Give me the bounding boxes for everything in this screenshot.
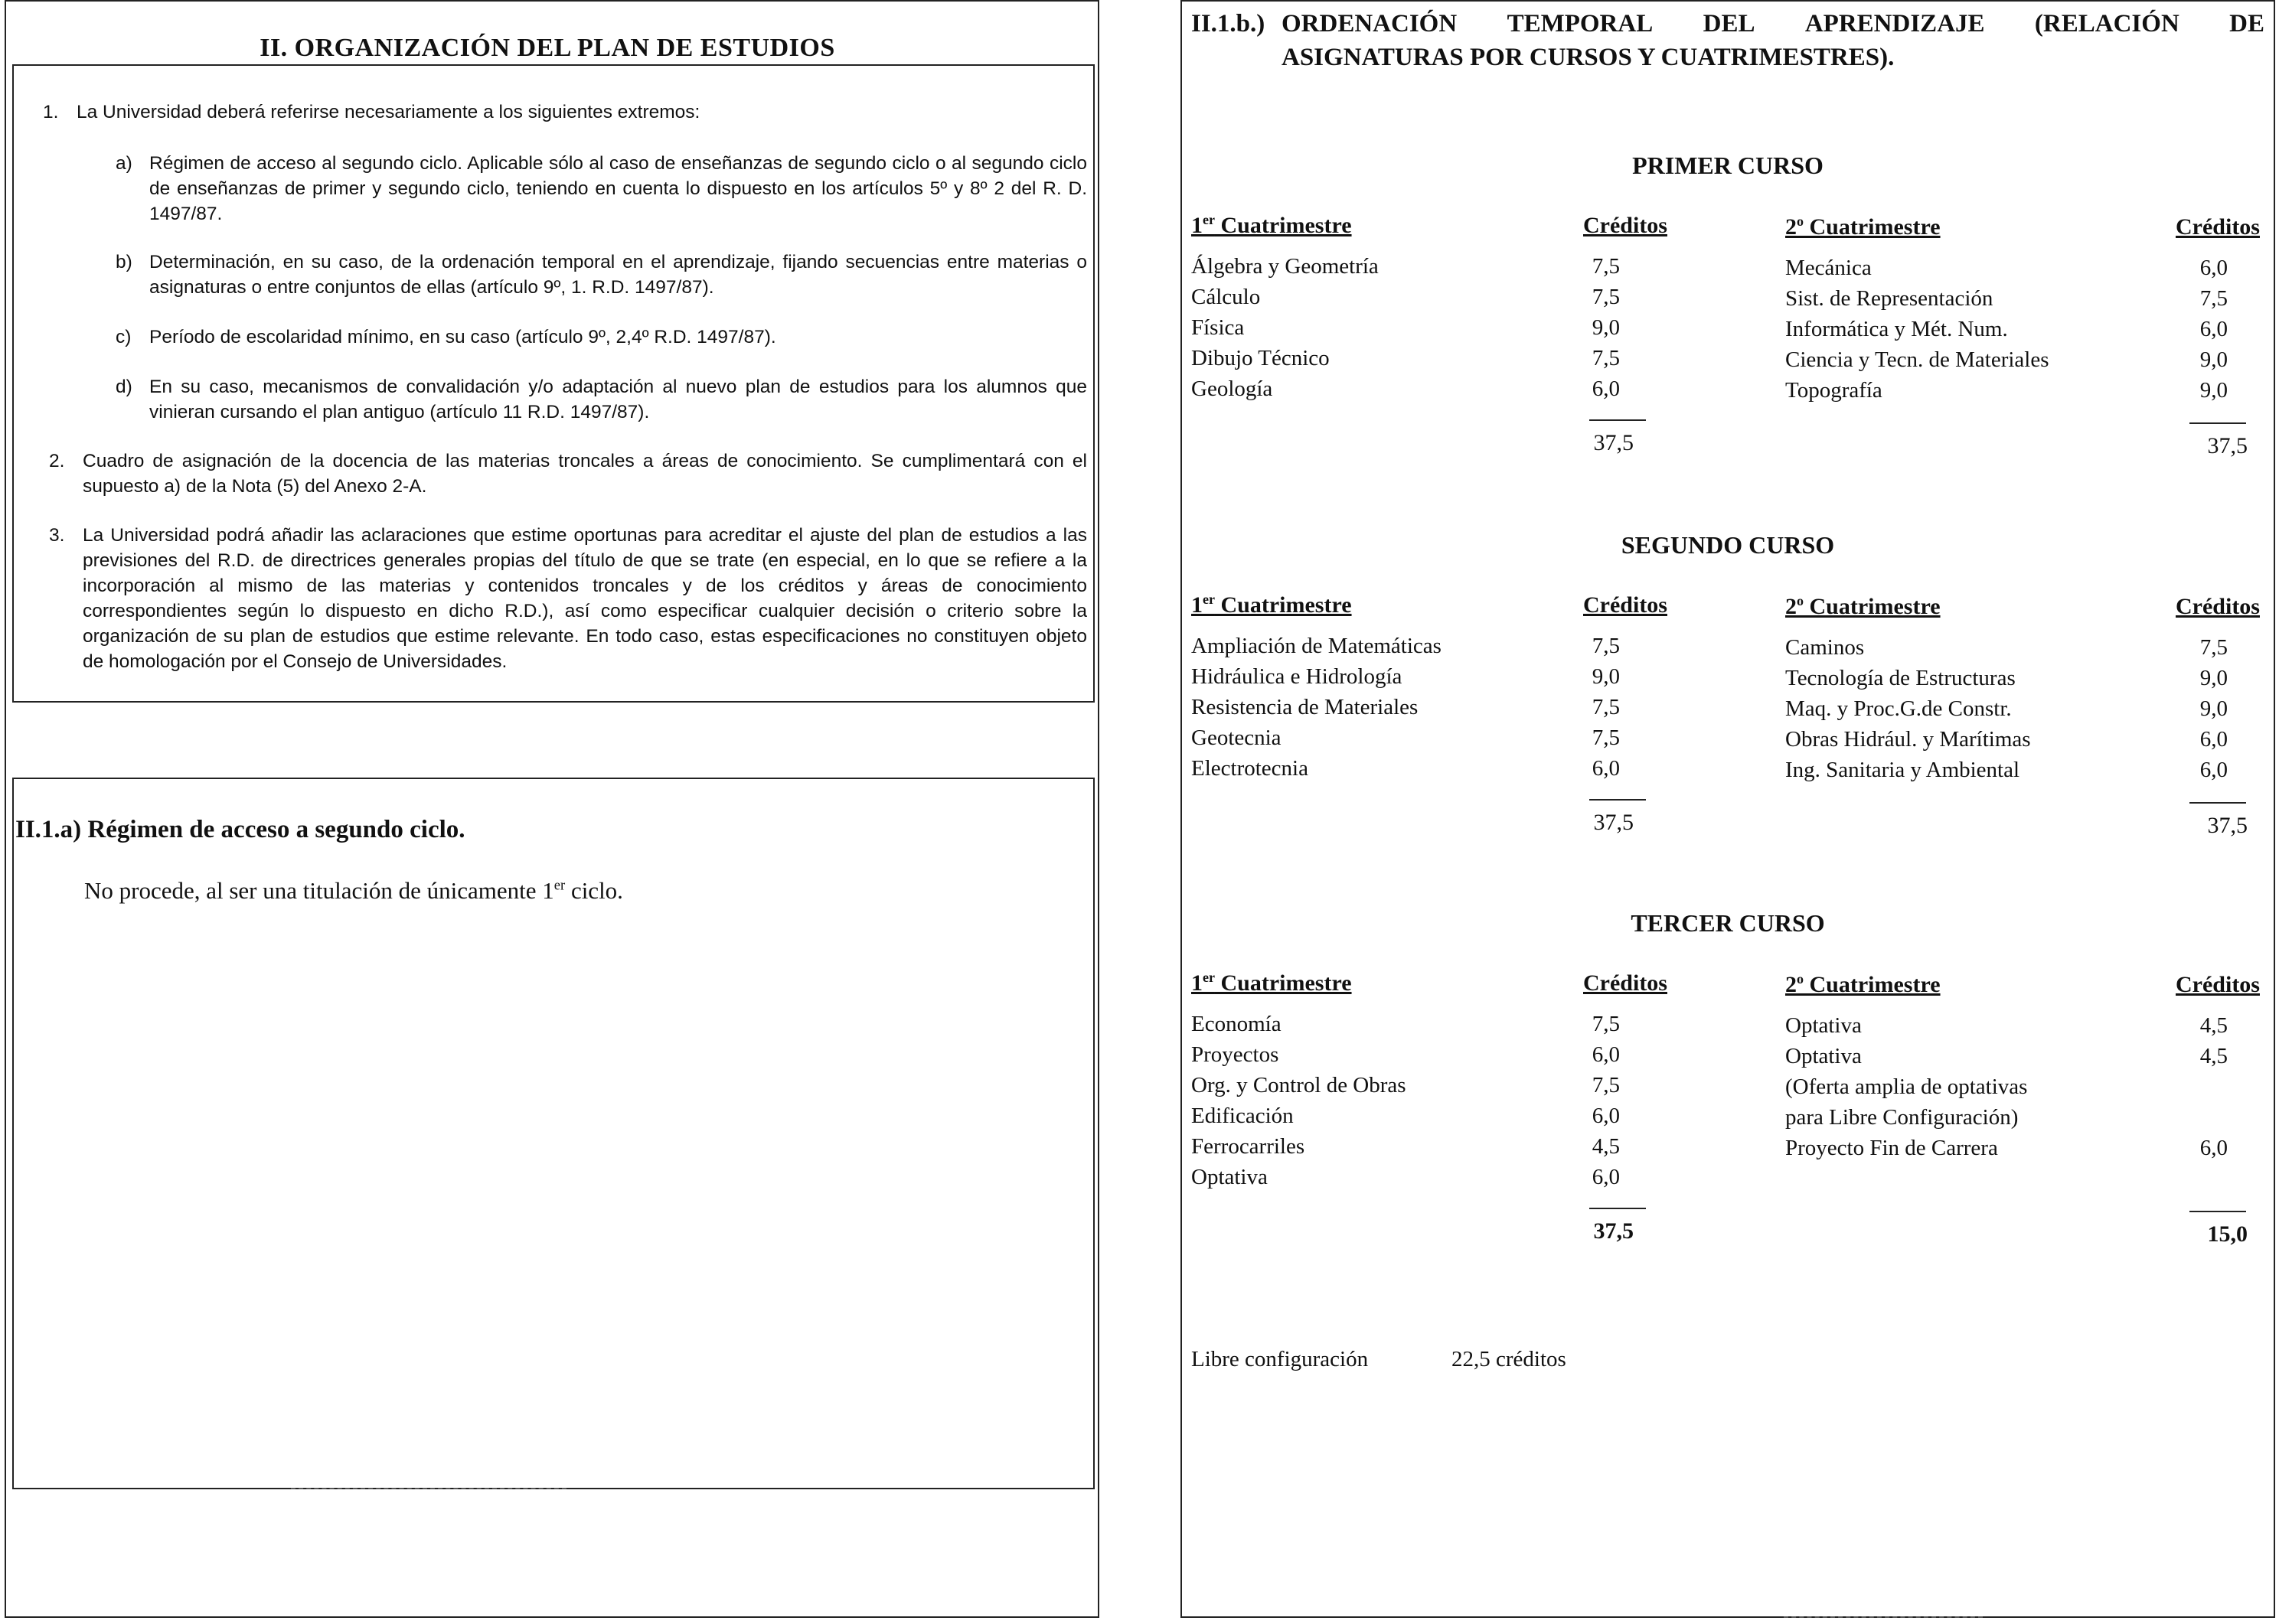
- term-label: Cuatrimestre: [1214, 592, 1352, 618]
- libre-label: Libre configuración: [1191, 1347, 1369, 1371]
- subject-credits: 4,5: [1592, 1134, 1620, 1159]
- term-number: 2: [1785, 214, 1797, 240]
- subject-name: Caminos: [1785, 635, 1865, 660]
- item-1c: [116, 324, 1087, 350]
- total-rule: [2189, 1211, 2246, 1212]
- subject-name: Ampliación de Matemáticas: [1191, 634, 1442, 658]
- second-term-total: 37,5: [2207, 433, 2248, 458]
- left-page-title: II. ORGANIZACIÓN DEL PLAN DE ESTUDIOS: [260, 34, 835, 62]
- subject-credits: 7,5: [1592, 634, 1620, 658]
- subject-name: Optativa: [1785, 1013, 1862, 1038]
- item-2: [49, 448, 1087, 499]
- item-1: [43, 99, 1087, 125]
- term-ordinal: o: [1797, 214, 1804, 229]
- term-number: 2: [1785, 594, 1797, 619]
- total-rule: [1589, 799, 1646, 801]
- libre-value: 22,5 créditos: [1451, 1347, 1566, 1371]
- subject-credits: 7,5: [1592, 285, 1620, 309]
- subject-name: Electrotecnia: [1191, 756, 1308, 781]
- item-1c-letter: c): [116, 327, 132, 347]
- regimen-text-sup: er: [553, 877, 566, 894]
- first-term-credits-header: Créditos: [1583, 213, 1667, 238]
- item-1a: [116, 151, 1087, 227]
- total-rule: [1589, 1208, 1646, 1209]
- item-1c-text: Período de escolaridad mínimo, en su caso (artículo 9º, 2,4º R.D. 1497/87).: [149, 327, 776, 347]
- item-1b-letter: b): [116, 252, 132, 272]
- regimen-text: [84, 877, 623, 905]
- subject-name: Ferrocarriles: [1191, 1134, 1305, 1159]
- term-number: 1: [1191, 213, 1203, 238]
- ordenacion-heading-line1: [1282, 9, 2264, 39]
- item-2-number: 2.: [49, 451, 65, 471]
- regimen-heading: II.1.a) Régimen de acceso a segundo ciclo.: [15, 816, 465, 843]
- subject-name: Geología: [1191, 377, 1273, 401]
- subject-credits: 9,0: [2199, 696, 2228, 721]
- subject-name: Informática y Mét. Num.: [1785, 317, 2008, 341]
- subject-name: Mecánica: [1785, 256, 1872, 280]
- item-1-number: 1.: [43, 102, 59, 122]
- course-title: PRIMER CURSO: [1632, 152, 1824, 179]
- term-number: 2: [1785, 972, 1797, 997]
- heading-word: ORDENACIÓN: [1282, 10, 1458, 38]
- total-rule: [2189, 422, 2246, 424]
- subject-name: Topografía: [1785, 378, 1882, 403]
- subject-credits: 9,0: [2199, 666, 2228, 690]
- second-term-credits-header: Créditos: [2176, 214, 2260, 240]
- subject-name: Proyecto Fin de Carrera: [1785, 1136, 1998, 1160]
- subject-credits: 9,0: [2199, 347, 2228, 372]
- regimen-text-main: No procede, al ser una titulación de únicamente 1: [84, 877, 554, 904]
- term-label: Cuatrimestre: [1214, 970, 1352, 996]
- subject-credits: 6,0: [2199, 1136, 2228, 1160]
- course-title: SEGUNDO CURSO: [1621, 531, 1835, 559]
- subject-credits: 7,5: [1592, 1073, 1620, 1097]
- ordenacion-heading-line2: ASIGNATURAS POR CURSOS Y CUATRIMESTRES).: [1282, 44, 1895, 71]
- item-1d: [116, 374, 1087, 425]
- course-title: TERCER CURSO: [1631, 909, 1825, 937]
- subject-credits: 9,0: [1592, 664, 1620, 689]
- subject-credits: 6,0: [2199, 758, 2228, 782]
- heading-word: DEL: [1703, 10, 1755, 38]
- subject-credits: 7,5: [2199, 635, 2228, 660]
- first-term-credits-header: Créditos: [1583, 970, 1667, 996]
- subject-name: Economía: [1191, 1012, 1282, 1036]
- subject-credits: 6,0: [1592, 377, 1620, 401]
- item-1b-text: Determinación, en su caso, de la ordenación temporal en el aprendizaje, fijando secuencias entre materias o asignaturas o entre conjuntos de ellas (artículo 9º, 1. R.D. 1497/87).: [149, 252, 1087, 298]
- item-1a-text: Régimen de acceso al segundo ciclo. Aplicable sólo al caso de enseñanzas de segundo ciclo o al segundo ciclo de enseñanzas de primer y segundo ciclo, teniendo en cuenta lo dispuesto en los artículos 5º y 8º 2 del R. D. 1497/87.: [149, 153, 1087, 224]
- subject-credits: 6,0: [2199, 256, 2228, 280]
- heading-word: DE: [2229, 10, 2264, 38]
- subject-credits: 7,5: [2199, 286, 2228, 311]
- term-label: Cuatrimestre: [1214, 213, 1352, 238]
- subject-name: Optativa: [1191, 1165, 1268, 1189]
- subject-name: Org. y Control de Obras: [1191, 1073, 1406, 1097]
- second-term-credits-header: Créditos: [2176, 972, 2260, 997]
- term-label: Cuatrimestre: [1804, 594, 1941, 619]
- subject-name: Optativa: [1785, 1044, 1862, 1068]
- second-term-total: 15,0: [2207, 1221, 2248, 1247]
- subject-credits: 9,0: [2199, 378, 2228, 403]
- first-term-header: [1191, 213, 1352, 239]
- term-ordinal: er: [1203, 970, 1215, 985]
- item-3: [49, 523, 1087, 674]
- item-1b: [116, 249, 1087, 300]
- second-term-header: [1785, 214, 1941, 240]
- subject-credits: 4,5: [2199, 1013, 2228, 1038]
- scan-artifact: [291, 1488, 566, 1489]
- subject-name: Ciencia y Tecn. de Materiales: [1785, 347, 2049, 372]
- subject-name: Maq. y Proc.G.de Constr.: [1785, 696, 2012, 721]
- scan-artifact: [1784, 1616, 1983, 1618]
- item-3-number: 3.: [49, 525, 65, 546]
- heading-word: APRENDIZAJE: [1804, 10, 1985, 38]
- regimen-text-end: ciclo.: [565, 877, 623, 904]
- subject-name: Proyectos: [1191, 1042, 1279, 1067]
- total-rule: [2189, 802, 2246, 804]
- first-term-total: 37,5: [1593, 1218, 1634, 1244]
- first-term-total: 37,5: [1593, 810, 1634, 835]
- subject-name: para Libre Configuración): [1785, 1105, 2019, 1130]
- item-1-text: La Universidad deberá referirse necesariamente a los siguientes extremos:: [77, 102, 700, 122]
- item-1a-letter: a): [116, 153, 132, 174]
- subject-name: Física: [1191, 315, 1245, 340]
- second-term-header: [1785, 972, 1941, 998]
- subject-credits: 7,5: [1592, 346, 1620, 370]
- subject-credits: 6,0: [1592, 1104, 1620, 1128]
- subject-name: Cálculo: [1191, 285, 1261, 309]
- term-label: Cuatrimestre: [1804, 972, 1941, 997]
- item-3-text: La Universidad podrá añadir las aclaraciones que estime oportunas para acreditar el ajuste del plan de estudios a las previsiones del R.D. de directrices generales propias del título de que se trate (en especial, en lo que se refiere a la incorporación al mismo de las materias y contenidos troncales y de los créditos y áreas de conocimiento correspondientes según lo dispuesto en dicho R.D.), así como especificar cualquier decisión o criterio sobre la organización de su plan de estudios que estime relevante. En todo caso, estas especificaciones no constituyen objeto de homologación por el Consejo de Universidades.: [83, 525, 1087, 672]
- term-number: 1: [1191, 970, 1203, 996]
- subject-name: Obras Hidrául. y Marítimas: [1785, 727, 2031, 752]
- subject-credits: 6,0: [2199, 727, 2228, 752]
- subject-credits: 7,5: [1592, 254, 1620, 279]
- term-ordinal: o: [1797, 971, 1804, 986]
- subject-credits: 9,0: [1592, 315, 1620, 340]
- subject-name: Resistencia de Materiales: [1191, 695, 1419, 719]
- subject-credits: 4,5: [2199, 1044, 2228, 1068]
- subject-credits: 6,0: [1592, 1042, 1620, 1067]
- heading-word: TEMPORAL: [1507, 10, 1654, 38]
- subject-name: Ing. Sanitaria y Ambiental: [1785, 758, 2020, 782]
- subject-name: Hidráulica e Hidrología: [1191, 664, 1402, 689]
- first-term-header: [1191, 970, 1352, 996]
- second-term-header: [1785, 594, 1941, 620]
- first-term-credits-header: Créditos: [1583, 592, 1667, 618]
- subject-credits: 6,0: [1592, 756, 1620, 781]
- total-rule: [1589, 419, 1646, 421]
- term-ordinal: er: [1203, 212, 1215, 227]
- subject-name: Tecnología de Estructuras: [1785, 666, 2016, 690]
- second-term-credits-header: Créditos: [2176, 594, 2260, 619]
- item-2-text: Cuadro de asignación de la docencia de las materias troncales a áreas de conocimiento. Se cumplimentará con el supuesto a) de la Nota (5) del Anexo 2-A.: [83, 451, 1087, 497]
- right-page: [1180, 0, 2275, 1618]
- subject-name: Sist. de Representación: [1785, 286, 1993, 311]
- term-ordinal: o: [1797, 593, 1804, 608]
- subject-credits: 6,0: [1592, 1165, 1620, 1189]
- term-number: 1: [1191, 592, 1203, 618]
- subject-credits: 7,5: [1592, 695, 1620, 719]
- subject-credits: 6,0: [2199, 317, 2228, 341]
- subject-name: (Oferta amplia de optativas: [1785, 1075, 2028, 1099]
- second-term-total: 37,5: [2207, 813, 2248, 838]
- subject-name: Edificación: [1191, 1104, 1294, 1128]
- term-label: Cuatrimestre: [1804, 214, 1941, 240]
- subject-credits: 7,5: [1592, 726, 1620, 750]
- subject-name: Dibujo Técnico: [1191, 346, 1330, 370]
- item-1d-text: En su caso, mecanismos de convalidación y/o adaptación al nuevo plan de estudios para los alumnos que vinieran cursando el plan antiguo (artículo 11 R.D. 1497/87).: [149, 377, 1087, 422]
- term-ordinal: er: [1203, 592, 1215, 607]
- item-1d-letter: d): [116, 377, 132, 397]
- subject-credits: 7,5: [1592, 1012, 1620, 1036]
- ordenacion-heading-number: II.1.b.): [1191, 10, 1265, 38]
- first-term-header: [1191, 592, 1352, 618]
- first-term-total: 37,5: [1593, 430, 1634, 455]
- subject-name: Álgebra y Geometría: [1191, 254, 1379, 279]
- subject-name: Geotecnia: [1191, 726, 1282, 750]
- heading-word: (RELACIÓN: [2034, 10, 2179, 38]
